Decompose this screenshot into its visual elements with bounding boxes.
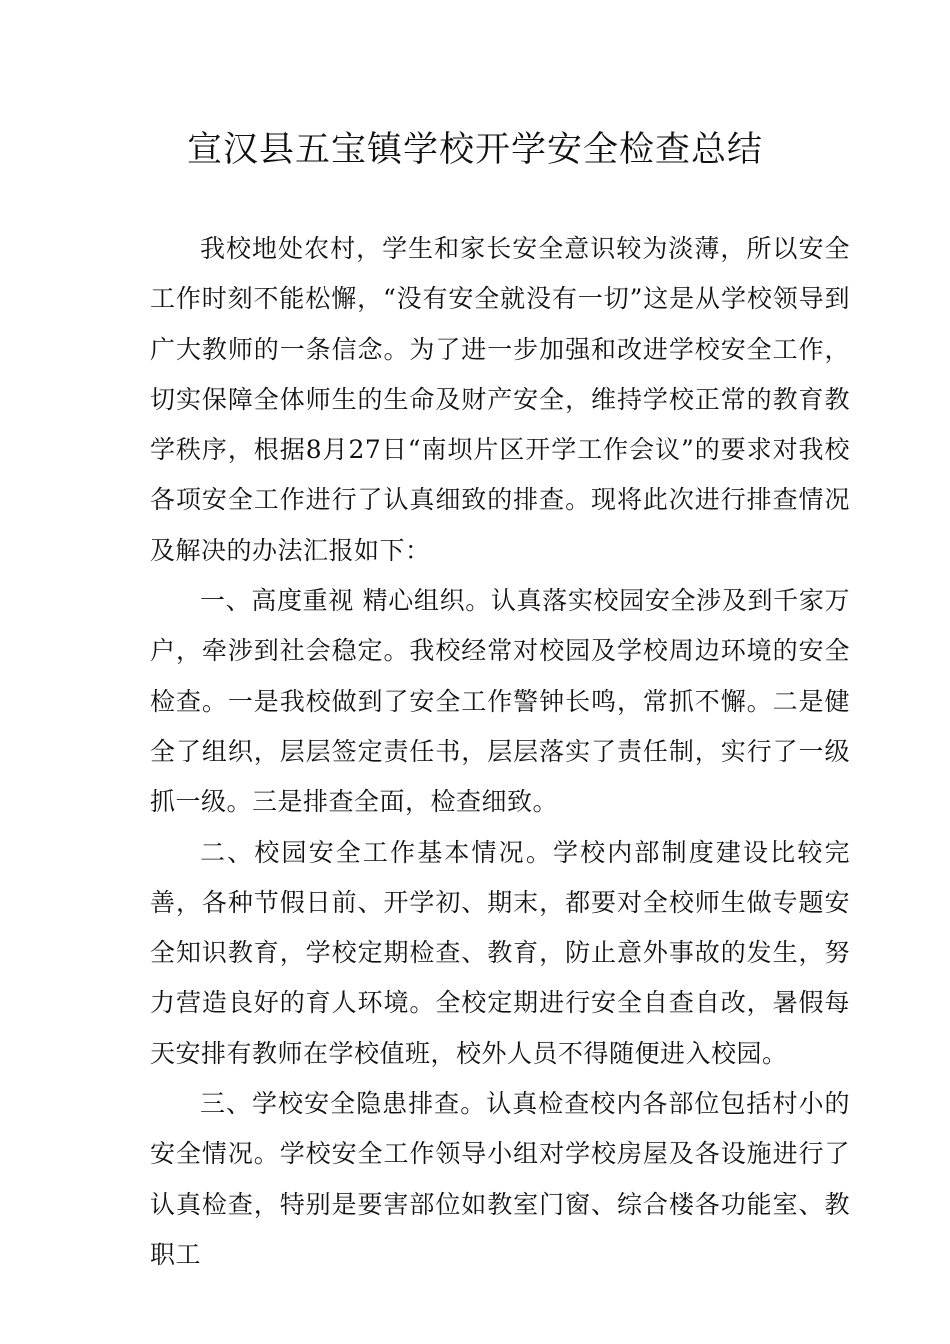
document-title: 宣汉县五宝镇学校开学安全检查总结 (186, 130, 763, 170)
paragraph-section-3: 三、学校安全隐患排查。认真检查校内各部位包括村小的安全情况。学校安全工作领导小组对学校房屋及各设施进行了认真检查，特别是要害部位如教室门窗、综合楼各功能室、教职工 (150, 1089, 850, 1269)
document-body (150, 224, 850, 1280)
paragraph-section-1: 一、高度重视 精心组织。认真落实校园安全涉及到千家万户，牵涉到社会稳定。我校经常对校园及学校周边环境的安全检查。一是我校做到了安全工作警钟长鸣，常抓不懈。二是健全了组织，层层签定责任书，层层落实了责任制，实行了一级抓一级。三是排查全面，检查细致。 (150, 586, 850, 817)
paragraph-section-2: 二、校园安全工作基本情况。学校内部制度建设比较完善，各种节假日前、开学初、期末，都要对全校师生做专题安全知识教育，学校定期检查、教育，防止意外事故的发生，努力营造良好的育人环境。全校定期进行安全自查自改，暑假每天安排有教师在学校值班，校外人员不得随便进入校园。 (150, 837, 850, 1068)
paragraph-intro: 我校地处农村，学生和家长安全意识较为淡薄，所以安全工作时刻不能松懈，“没有安全就没有一切”这是从学校领导到广大教师的一条信念。为了进一步加强和改进学校安全工作，切实保障全体师生的生命及财产安全，维持学校正常的教育教学秩序，根据8月27日“南坝片区开学工作会议”的要求对我校各项安全工作进行了认真细致的排查。现将此次进行排查情况及解决的办法汇报如下： (150, 234, 850, 565)
